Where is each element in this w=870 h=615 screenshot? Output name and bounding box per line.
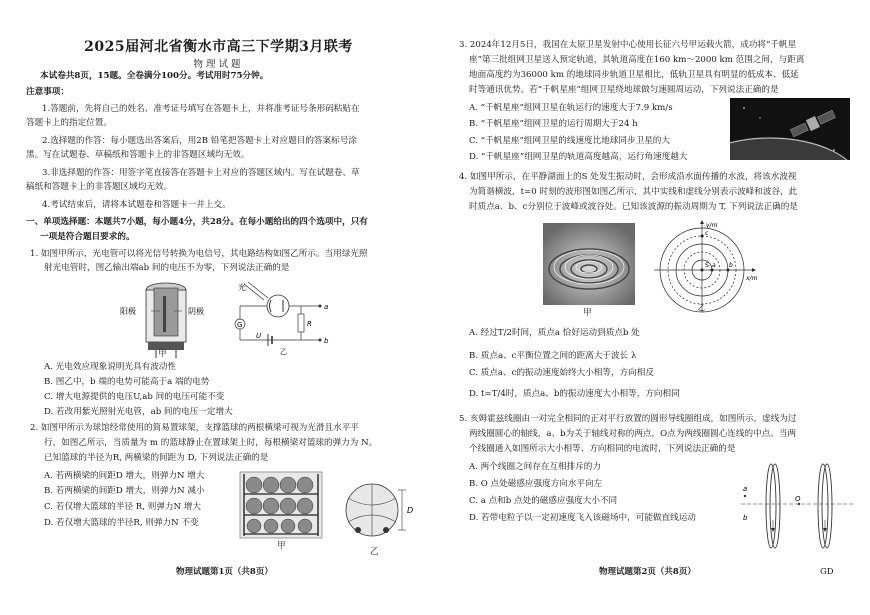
axis-xm-label: x/m: [746, 275, 758, 282]
q4-option-a: A. 经过T/2时间，质点a 恰好运动到质点b 处: [469, 328, 640, 338]
q1-option-d: D. 若改用紫光照射光电管，ab 间的电压一定增大: [44, 407, 233, 417]
q4-option-c: C. 质点a、c的振动速度始终大小相等，方向相反: [469, 368, 654, 378]
q3-stem: 座”第三批组网卫星送入预定轨道，其轨道高度在160 km～2000 km 范围之间，与距离: [469, 55, 805, 65]
q4-stem: 时质点a、b、c分别位于波峰或波谷处。已知该波源的振动周期为 T, 下列说法正确的是: [469, 202, 798, 212]
corner-mark: GD: [820, 567, 834, 577]
point-b-label: b: [743, 514, 748, 522]
q2-basketball-figure: [334, 472, 420, 548]
galvanometer-label: G: [237, 321, 243, 329]
note-line: 答题卡上的指定位置。: [26, 118, 112, 128]
q2-fig-yi-label: 乙: [370, 547, 379, 557]
point-a-label: a: [712, 262, 716, 269]
anode-label: 阳极: [120, 307, 136, 316]
exam-info: 本试卷共8页，15题。全卷满分100分。考试用时75分钟。: [40, 71, 269, 81]
center-o-label: O: [795, 495, 801, 503]
q1-fig-jia-label: 甲: [158, 349, 167, 359]
wave-front-diagram: [650, 218, 762, 314]
voltage-label: U: [256, 332, 262, 340]
q5-option-d: D. 若带电粒子以一定初速度飞入该磁场中，可能做直线运动: [469, 513, 696, 523]
q1-stem: 1. 如图甲所示，光电管可以将光信号转换为电信号，其电路结构如图乙所示。当用绿光照: [30, 249, 368, 259]
q5-stem: 个线圈通入如图所示大小相等、方向相同的电流时，下列说法正确的是: [469, 444, 736, 454]
distance-d-label: D: [407, 506, 414, 515]
section-heading: 一项是符合题目要求的。: [40, 232, 135, 242]
page-footer: 物理试题第1页（共8页）: [176, 567, 273, 577]
q4-option-b: B. 质点a、c平衡位置之间的距离大于波长 λ: [469, 351, 637, 361]
section-heading: 一、单项选择题：本题共7小题，每小题4分，共28分。在每小题给出的四个选项中，只有: [26, 217, 368, 227]
q1-option-b: B. 图乙中，b 端的电势可能高于a 端的电势: [44, 377, 210, 387]
q1-option-c: C. 增大电源提供的电压U,ab 间的电压可能不变: [44, 392, 225, 402]
q4-fig-yi-label: 乙: [698, 304, 705, 312]
satellite-image: [730, 98, 850, 160]
q2-stem: 行，如图乙所示，当质量为 m 的篮球静止在置球架上时，每根横梁对篮球的弹力为 N。: [44, 438, 378, 448]
q4-fig-jia-label: 甲: [583, 308, 592, 318]
q3-option-a: A. “千帆星座”组网卫星在轨运行的速度大于7.9 km/s: [469, 103, 673, 113]
note-line: 4.考试结束后，请将本试题卷和答题卡一并上交。: [42, 200, 231, 210]
axis-ym-label: y/m: [706, 222, 718, 229]
note-line: 稿纸和答题卡上的非答题区域均无效。: [26, 182, 173, 192]
water-ripple-image: [543, 223, 635, 305]
q4-option-d: D. t=T/4时，质点a、b的振动速度大小相等，方向相同: [469, 389, 680, 399]
note-line: 2.选择题的作答：每小题选出答案后，用2B 铅笔把答题卡上对应题目的答案标号涂: [42, 136, 357, 146]
resistor-label: R: [307, 320, 312, 328]
q5-stem: 两线圈圆心的轴线，a、b为关于轴线对称的两点，O点为两线圈圆心连线的中点。当两: [469, 429, 797, 439]
page-footer: 物理试题第2页（共8页）: [599, 567, 696, 577]
q2-option-c: C. 若仅增大篮球的半径 R, 则弹力N 增大: [44, 502, 201, 512]
q1-circuit-figure: [228, 278, 338, 358]
point-a-label: a: [743, 485, 748, 493]
q3-stem: 3. 2024年12月5日，我国在太原卫星发射中心使用长征六号甲运载火箭，成功将“千帆星: [459, 40, 797, 50]
note-line: 3.非选择题的作答：用签字笔直接答在答题卡上对应的答题区域内。写在试题卷、草: [42, 168, 360, 178]
right-page: [437, 0, 870, 615]
cathode-label: 阴极: [188, 307, 204, 316]
q2-option-d: D. 若仅增大篮球的半径R, 则弹力N 不变: [44, 518, 199, 528]
q2-option-a: A. 若两横梁的间距D 增大，则弹力N 增大: [44, 471, 205, 481]
q5-option-b: B. O 点处磁感应强度方向水平向左: [469, 479, 603, 489]
helmholtz-coil-figure: [737, 458, 857, 554]
q3-option-b: B. “千帆星座”组网卫星的运行周期大于24 h: [469, 119, 638, 129]
point-c-label: c: [705, 230, 709, 237]
q1-stem: 射光电管时，图乙输出端ab 间的电压不为零，下列说法正确的是: [44, 263, 290, 273]
q2-stem: 2. 如图甲所示为球馆经常使用的简易置球架，支撑篮球的两根横梁可视为光滑且水平平: [30, 423, 359, 433]
fig-yi-label: 乙: [280, 348, 287, 356]
q1-option-a: A. 光电效应现象说明光具有波动性: [44, 362, 176, 372]
source-s-label: S: [705, 262, 709, 269]
q2-fig-jia-label: 甲: [277, 541, 286, 551]
q5-option-c: C. a 点和b 点处的磁感应强度大小不同: [469, 496, 618, 506]
note-line: 1.答题前，先将自己的姓名、准考证号填写在答题卡上，并将准考证号条形码粘贴在: [42, 104, 360, 114]
notes-heading: 注意事项：: [26, 87, 69, 97]
q5-stem: 5. 亥姆霍兹线圈由一对完全相同的正对平行放置的圆形导线圈组成，如图所示，虚线为过: [459, 414, 797, 424]
light-label: 光: [238, 283, 246, 292]
q5-option-a: A. 两个线圈之间存在互相排斥的力: [469, 462, 601, 472]
q3-stem: 时等通讯优势。若“千帆星座”组网卫星绕地球做匀速圆周运动，下列说法正确的是: [469, 85, 779, 95]
terminal-a-label: a: [324, 303, 329, 311]
q2-option-b: B. 若两横梁的间距D 增大，则弹力N 减小: [44, 486, 205, 496]
q2-stem: 已知篮球的半径为R, 两横梁的间距为 D, 下列说法正确的是: [44, 453, 269, 463]
note-line: 黑。写在试题卷、草稿纸和答题卡上的非答题区域均无效。: [26, 150, 250, 160]
q4-stem: 为简谐横波，t=0 时刻的波形图如图乙所示，其中实线和虚线分别表示波峰和波谷，此: [469, 187, 798, 197]
exam-title: 2025届河北省衡水市高三下学期3月联考: [84, 39, 353, 55]
terminal-b-label: b: [324, 337, 329, 345]
exam-subtitle: 物理试题: [193, 59, 244, 70]
q3-option-d: D. “千帆星座”组网卫星的轨道高度越高，运行角速度越大: [469, 152, 688, 162]
q3-stem: 地面高度约为36000 km 的地球同步轨道卫星相比，低轨卫星具有明显的低成本、低延: [469, 70, 799, 80]
point-b-label: b: [729, 262, 733, 269]
q3-option-c: C. “千帆星座”组网卫星的线速度比地球同步卫星的大: [469, 136, 670, 146]
q2-ball-rack-figure: [238, 470, 324, 540]
q4-stem: 4. 如图甲所示，在平静湖面上的S 处发生振动时，会形成沿水面传播的水波，将该水波视: [459, 172, 797, 182]
